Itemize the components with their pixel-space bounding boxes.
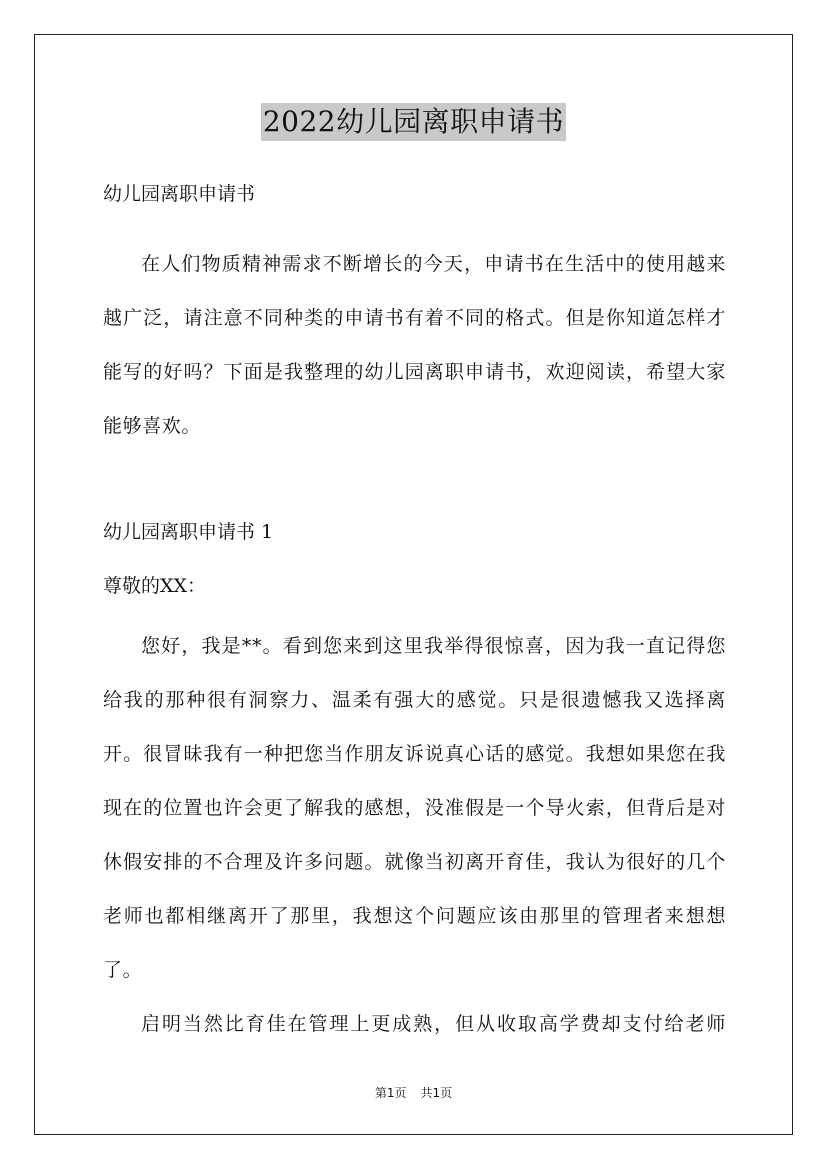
title-container <box>0 103 827 141</box>
document-heading: 幼儿园离职申请书 <box>103 183 256 205</box>
body-paragraph-2-text: 启明当然比育佳在管理上更成熟，但从收取高学费却支付给老师 <box>141 1013 726 1035</box>
page-footer <box>0 1084 827 1101</box>
body-paragraph-1-text: 您好，我是**。看到您来到这里我举得很惊喜，因为我一直记得您给我的那种很有洞察力、温柔有强大的感觉。只是很遗憾我又选择离开。很冒昧我有一种把您当作朋友诉说真心话的感觉。我想如果您在我现在的位置也许会更了解我的感想，没准假是一个导火索，但背后是对休假安排的不合理及许多问题。就像当初离开育佳，我认为很好的几个老师也都相继离开了那里，我想这个问题应该由那里的管理者来想想了。 <box>103 635 726 981</box>
document-body <box>103 175 726 1051</box>
section-title: 幼儿园离职申请书 1 <box>103 521 274 543</box>
body-paragraph-1 <box>103 619 726 997</box>
page-number-current: 第1页 <box>374 1086 407 1100</box>
document-title: 2022幼儿园离职申请书 <box>261 103 566 141</box>
page-number-total: 共1页 <box>420 1086 453 1100</box>
salutation: 尊敬的XX： <box>103 575 207 597</box>
intro-text: 在人们物质精神需求不断增长的今天，申请书在生活中的使用越来越广泛，请注意不同种类的申请书有着不同的格式。但是你知道怎样才能写的好吗？下面是我整理的幼儿园离职申请书，欢迎阅读，希望大家能够喜欢。 <box>103 253 726 437</box>
body-paragraph-2 <box>103 997 726 1051</box>
intro-paragraph <box>103 237 726 453</box>
